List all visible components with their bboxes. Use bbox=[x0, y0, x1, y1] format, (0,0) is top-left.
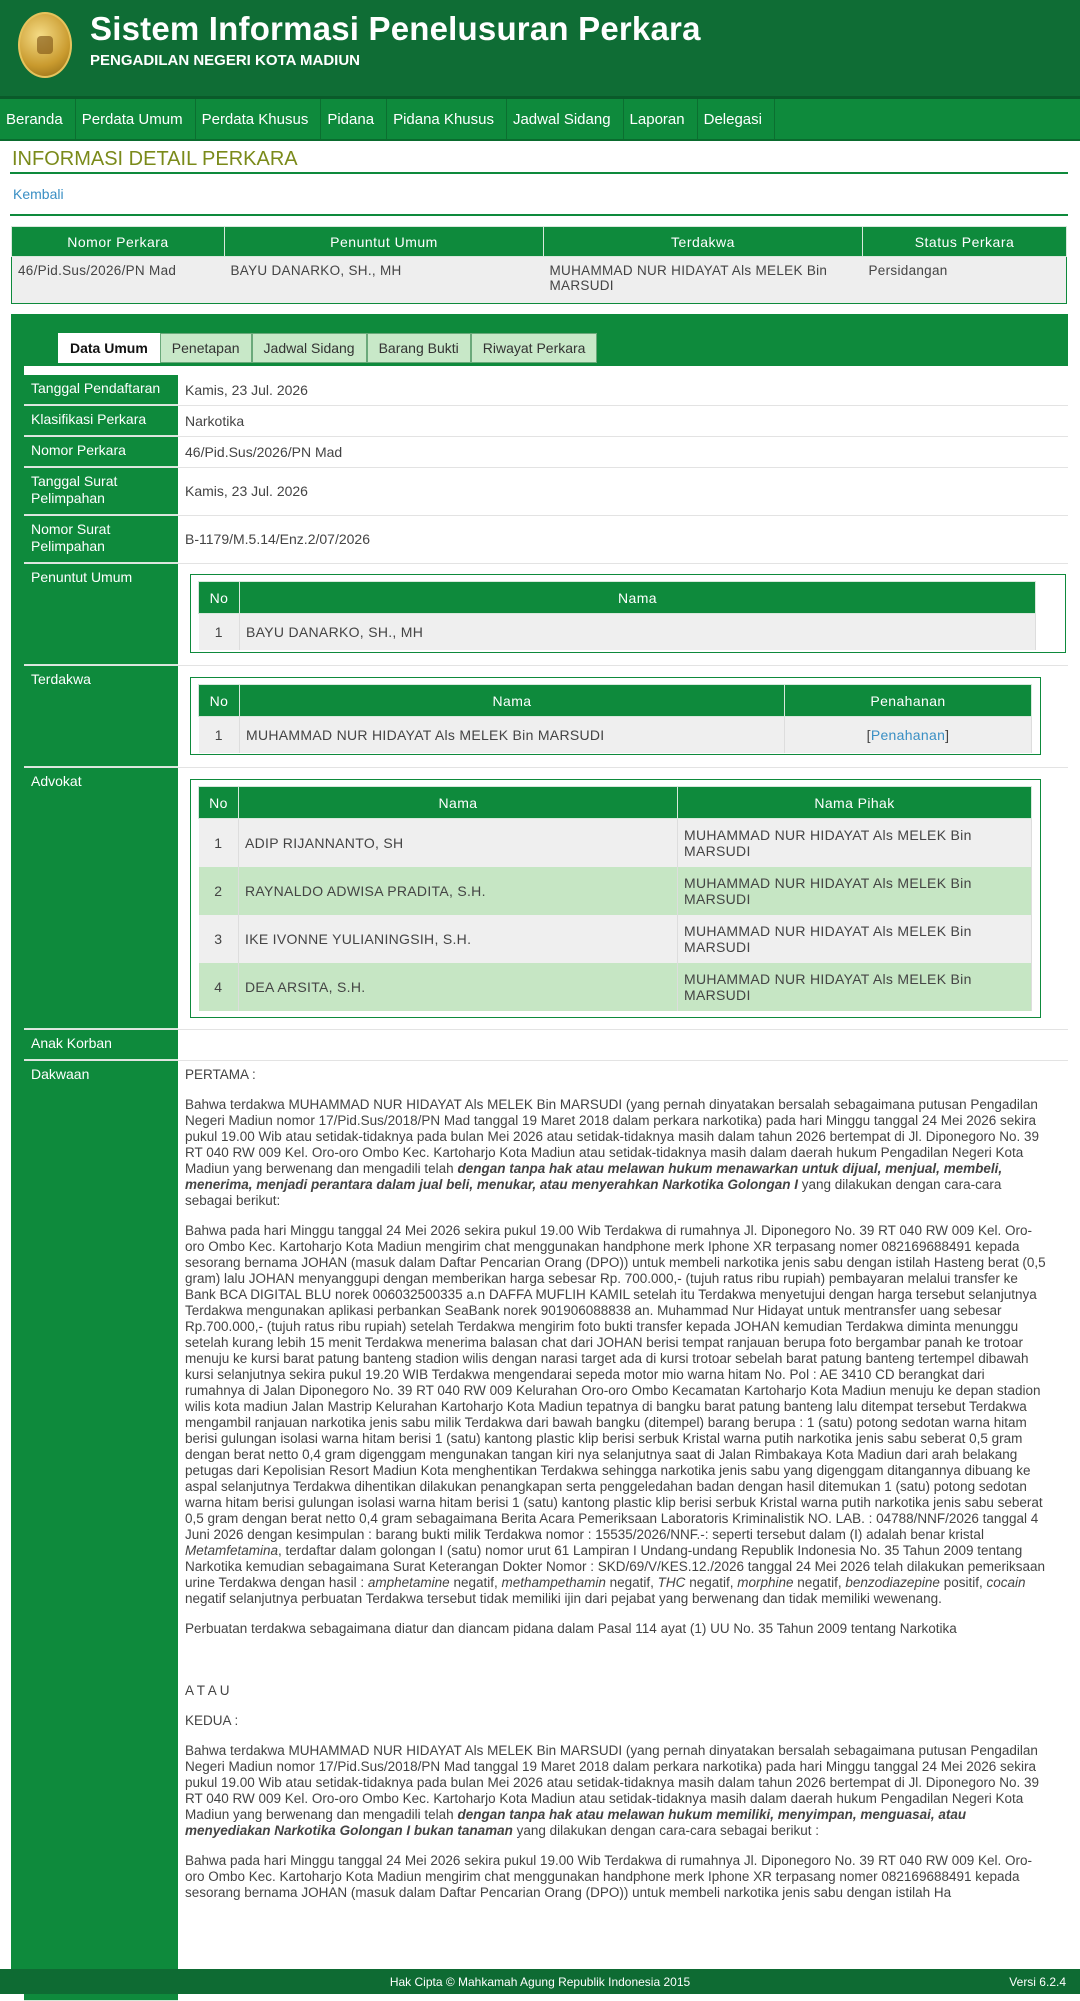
nav-beranda[interactable]: Beranda bbox=[0, 99, 76, 139]
tab-jadwal-sidang[interactable]: Jadwal Sidang bbox=[252, 333, 367, 363]
court-emblem-icon bbox=[18, 12, 72, 78]
dakwaan-heading: A T A U bbox=[185, 1683, 230, 1698]
col-header: Nama bbox=[240, 685, 785, 717]
field-row bbox=[24, 516, 1068, 564]
table-row bbox=[199, 717, 1032, 754]
cell-pihak: MUHAMMAD NUR HIDAYAT Als MELEK Bin MARSUDI bbox=[678, 867, 1032, 915]
field-value: Kamis, 23 Jul. 2026 bbox=[185, 483, 308, 499]
field-value: Narkotika bbox=[185, 413, 245, 429]
tab-data-umum[interactable]: Data Umum bbox=[58, 333, 160, 363]
site-title: Sistem Informasi Penelusuran Perkara bbox=[90, 10, 701, 47]
divider bbox=[10, 214, 1068, 216]
terdakwa-table bbox=[198, 684, 1032, 753]
nav-perdata-umum[interactable]: Perdata Umum bbox=[76, 99, 196, 139]
cell-penahanan: [Penahanan] bbox=[785, 717, 1032, 754]
data-umum-content bbox=[24, 366, 1068, 1994]
field-label: Dakwaan bbox=[24, 1061, 178, 2001]
field-label: Tanggal Pendaftaran bbox=[24, 375, 178, 405]
col-header: Nama bbox=[240, 582, 1036, 614]
table-row bbox=[199, 614, 1036, 651]
field-label: Advokat bbox=[24, 768, 178, 1029]
summary-header: Nomor Perkara bbox=[12, 227, 225, 257]
cell-pihak: MUHAMMAD NUR HIDAYAT Als MELEK Bin MARSUDI bbox=[678, 963, 1032, 1011]
dakwaan-paragraph: Bahwa pada hari Minggu tanggal 24 Mei 2026 sekira pukul 19.00 Wib Terdakwa di rumahnya Jl. Diponegoro No. 39 RT 040 RW 009 Kel. Oro-oro Ombo Kec. Kartoharjo Kota Madiun mengirim chat menggunakan handphone merk Iphone XR terpasang nomer 082169688491 kepada sesorang bernama JOHAN (masuk dalam Daftar Pencarian Orang (DPO)) untuk membeli narkotika jenis sabu dengan istilah Ha bbox=[185, 1853, 1032, 1900]
nav-delegasi[interactable]: Delegasi bbox=[698, 99, 775, 139]
table-row bbox=[199, 867, 1032, 915]
field-label: Klasifikasi Perkara bbox=[24, 406, 178, 436]
col-header: Nama Pihak bbox=[678, 787, 1032, 819]
table-row bbox=[199, 963, 1032, 1011]
nav-perdata-khusus[interactable]: Perdata Khusus bbox=[196, 99, 322, 139]
cell-no: 2 bbox=[199, 867, 239, 915]
col-header: No bbox=[199, 787, 239, 819]
field-row-terdakwa bbox=[24, 666, 1068, 768]
dakwaan-text bbox=[185, 1067, 1047, 1915]
col-header: No bbox=[199, 582, 240, 614]
field-row bbox=[24, 468, 1068, 516]
cell-pihak: MUHAMMAD NUR HIDAYAT Als MELEK Bin MARSUDI bbox=[678, 819, 1032, 868]
penuntut-box bbox=[190, 574, 1066, 653]
site-footer bbox=[0, 1969, 1080, 1994]
summary-terdakwa: MUHAMMAD NUR HIDAYAT Als MELEK Bin MARSUDI bbox=[544, 257, 863, 304]
summary-header: Status Perkara bbox=[863, 227, 1067, 257]
col-header: Nama bbox=[239, 787, 678, 819]
dakwaan-paragraph: Bahwa terdakwa MUHAMMAD NUR HIDAYAT Als MELEK Bin MARSUDI (yang pernah dinyatakan bersalah sebagaimana putusan Pengadilan Negeri Madiun nomor 17/Pid.Sus/2018/PN Mad tanggal 19 Maret 2018 dalam perkara narkotika) pada hari Minggu tanggal 24 Mei 2026 sekira pukul 19.00 Wib atau setidak-tidaknya pada bulan Mei 2026 atau setidak-tidaknya masih dalam tahun 2026 bertempat di Jl. Diponegoro No. 39 RT 040 RW 009 Kel. Oro-oro Ombo Kec. Kartoharjo Kota Madiun atau setidak-tidaknya masih dalam daerah hukum Pengadilan Negeri Kota Madiun yang berwenang dan mengadili telah dengan tanpa hak atau melawan hukum menawarkan untuk dijual, menjual, membeli, menerima, menjadi perantara dalam jual beli, menukar, atau menyerahkan Narkotika Golongan I yang dilakukan dengan cara-cara sebagai berikut: bbox=[185, 1097, 1040, 1208]
cell-nama: BAYU DANARKO, SH., MH bbox=[240, 614, 1036, 651]
cell-nama: IKE IVONNE YULIANINGSIH, S.H. bbox=[239, 915, 678, 963]
summary-header: Penuntut Umum bbox=[225, 227, 544, 257]
page-title: INFORMASI DETAIL PERKARA bbox=[12, 148, 298, 170]
col-header: Penahanan bbox=[785, 685, 1032, 717]
cell-no: 4 bbox=[199, 963, 239, 1011]
field-label: Nomor Surat Pelimpahan bbox=[24, 516, 178, 563]
field-value: B-1179/M.5.14/Enz.2/07/2026 bbox=[185, 531, 370, 547]
field-row bbox=[24, 375, 1068, 406]
case-summary-table bbox=[11, 226, 1067, 304]
summary-penuntut: BAYU DANARKO, SH., MH bbox=[225, 257, 544, 304]
cell-pihak: MUHAMMAD NUR HIDAYAT Als MELEK Bin MARSUDI bbox=[678, 915, 1032, 963]
field-label: Anak Korban bbox=[24, 1030, 178, 1060]
penuntut-table bbox=[198, 581, 1036, 650]
dakwaan-paragraph: Bahwa terdakwa MUHAMMAD NUR HIDAYAT Als MELEK Bin MARSUDI (yang pernah dinyatakan bersalah sebagaimana putusan Pengadilan Negeri Madiun nomor 17/Pid.Sus/2018/PN Mad tanggal 19 Maret 2018 dalam perkara narkotika) pada hari Minggu tanggal 24 Mei 2026 sekira pukul 19.00 Wib atau setidak-tidaknya pada bulan Mei 2026 atau setidak-tidaknya masih dalam tahun 2026 bertempat di Jl. Diponegoro No. 39 RT 040 RW 009 Kel. Oro-oro Ombo Kec. Kartoharjo Kota Madiun atau setidak-tidaknya masih dalam daerah hukum Pengadilan Negeri Kota Madiun yang berwenang dan mengadili telah dengan tanpa hak atau melawan hukum memiliki, menyimpan, menguasai, atau menyediakan Narkotika Golongan I bukan tanaman yang dilakukan dengan cara-cara sebagai berikut : bbox=[185, 1743, 1040, 1838]
field-row-advokat bbox=[24, 768, 1068, 1030]
field-row bbox=[24, 437, 1068, 468]
field-label: Penuntut Umum bbox=[24, 564, 178, 665]
cell-no: 3 bbox=[199, 915, 239, 963]
advokat-box bbox=[190, 779, 1041, 1018]
penahanan-link[interactable]: Penahanan bbox=[870, 727, 946, 743]
table-row bbox=[199, 915, 1032, 963]
field-label: Tanggal Surat Pelimpahan bbox=[24, 468, 178, 515]
cell-nama: DEA ARSITA, S.H. bbox=[239, 963, 678, 1011]
cell-nama: RAYNALDO ADWISA PRADITA, S.H. bbox=[239, 867, 678, 915]
field-row bbox=[24, 1030, 1068, 1061]
field-value: Kamis, 23 Jul. 2026 bbox=[185, 382, 308, 398]
table-row bbox=[199, 819, 1032, 868]
dakwaan-heading: KEDUA : bbox=[185, 1713, 239, 1728]
tab-barang-bukti[interactable]: Barang Bukti bbox=[367, 333, 471, 363]
site-subtitle: PENGADILAN NEGERI KOTA MADIUN bbox=[90, 52, 360, 69]
field-row-penuntut bbox=[24, 564, 1068, 666]
cell-no: 1 bbox=[199, 614, 240, 651]
dakwaan-heading: PERTAMA : bbox=[185, 1067, 256, 1082]
cell-nama: ADIP RIJANNANTO, SH bbox=[239, 819, 678, 868]
site-header bbox=[0, 0, 1080, 99]
cell-no: 1 bbox=[199, 819, 239, 868]
main-nav bbox=[0, 99, 1080, 141]
tab-riwayat-perkara[interactable]: Riwayat Perkara bbox=[471, 333, 598, 363]
version-text: Versi 6.2.4 bbox=[1009, 1975, 1066, 1989]
advokat-table bbox=[198, 786, 1032, 1011]
summary-status: Persidangan bbox=[863, 257, 1067, 304]
divider bbox=[10, 172, 1068, 174]
field-label: Nomor Perkara bbox=[24, 437, 178, 467]
summary-nomor: 46/Pid.Sus/2026/PN Mad bbox=[12, 257, 225, 304]
cell-no: 1 bbox=[199, 717, 240, 754]
dakwaan-paragraph: Perbuatan terdakwa sebagaimana diatur dan diancam pidana dalam Pasal 114 ayat (1) UU No. 35 Tahun 2009 tentang Narkotika bbox=[185, 1621, 957, 1636]
summary-header: Terdakwa bbox=[544, 227, 863, 257]
cell-nama: MUHAMMAD NUR HIDAYAT Als MELEK Bin MARSUDI bbox=[240, 717, 785, 754]
field-row bbox=[24, 406, 1068, 437]
field-value: 46/Pid.Sus/2026/PN Mad bbox=[185, 444, 343, 460]
nav-pidana[interactable]: Pidana bbox=[321, 99, 387, 139]
nav-laporan[interactable]: Laporan bbox=[624, 99, 698, 139]
nav-jadwal-sidang[interactable]: Jadwal Sidang bbox=[507, 99, 624, 139]
detail-tabs bbox=[58, 333, 597, 363]
col-header: No bbox=[199, 685, 240, 717]
copyright-text: Hak Cipta © Mahkamah Agung Republik Indonesia 2015 bbox=[389, 1975, 691, 1989]
field-row-dakwaan bbox=[24, 1061, 1068, 2001]
terdakwa-box bbox=[190, 677, 1041, 755]
field-label: Terdakwa bbox=[24, 666, 178, 767]
back-link[interactable]: Kembali bbox=[13, 186, 64, 202]
tab-penetapan[interactable]: Penetapan bbox=[160, 333, 252, 363]
nav-pidana-khusus[interactable]: Pidana Khusus bbox=[387, 99, 507, 139]
dakwaan-paragraph: Bahwa pada hari Minggu tanggal 24 Mei 2026 sekira pukul 19.00 Wib Terdakwa di rumahnya Jl. Diponegoro No. 39 RT 040 RW 009 Kel. Oro-oro Ombo Kec. Kartoharjo Kota Madiun mengirim chat menggunakan handphone merk Iphone XR terpasang nomer 082169688491 kepada sesorang bernama JOHAN (masuk dalam Daftar Pencarian Orang (DPO)) untuk membeli narkotika jenis sabu dengan istilah Hasteng berat (0,5 gram) lalu JOHAN menyanggupi dengan memberikan harga sebesar Rp. 700.000,- (tujuh ratus ribu rupiah) pembayaran melalui transfer ke Bank BCA DIGITAL BLU norek 006032500335 a.n DAFFA MUFLIH KAMIL setelah itu Terdakwa menyetujui dengan harga tersebut selanjutnya Terdakwa mengunakan aplikasi perbankan SeaBank norek 901906088838 an. Muhammad Nur Hidayat untuk mentransfer uang sebesar Rp.700.000,- (tujuh ratus ribu rupiah) setelah Terdakwa mengirim foto bukti transfer kepada JOHAN kemudian Terdakwa diminta menunggu setelah kurang lebih 15 menit Terdakwa menerima balasan chat dari JOHAN berisi tempat ranjauan berupa foto bergambar panah ke trotoar menuju ke kursi barat patung banteng stadion wilis dengan narasi target ada di kursi trotoar sebelah barat patung banteng tertempel dibawah kursi selanjutnya sekira pukul 19.20 WIB Terdakwa mengendarai sepeda motor mio warna hitam No. Pol : AE 3410 CD berangkat dari rumahnya di Jalan Diponegoro No. 39 RT 040 RW 009 Kelurahan Oro-oro Ombo Kecamatan Kartoharjo Kota Madiun menuju ke depan stadion wilis kota madiun Jalan Mastrip Kelurahan Kartoharjo Kota Madiun tepatnya di bangku barat patung banteng lalu ditempat tersebut Terdakwa mengambil ranjauan narkotika jenis sabu milik Terdakwa dari bawah bangku (ditempel) barang berupa : 1 (satu) potong sedotan warna hitam berisi gulungan isolasi warna hitam berisi 1 (satu) kantong plastic klip berisi serbuk Kristal warna putih narkotika jenis sabu seberat 0,5 gram dengan berat netto 0,4 gram digenggam mengunakan tangan kiri nya selanjutnya saat di Jalan Rimbakaya Kota Madiun dari arah belakang petugas dari Kepolisian Resort Madiun Kota menghentikan Terdakwa sehingga narkotika jenis sabu yang digenggam ditangannya dibuang ke aspal selanjutnya Terdakwa dihentikan dilakukan penangkapan serta penggeledahan badan dengan hasil ditemukan 1 (satu) potong sedotan warna hitam berisi gulungan isolasi warna hitam berisi 1 (satu) kantong plastic klip berisi serbuk Kristal warna putih narkotika jenis sabu seberat 0,5 gram dengan berat netto 0,4 gram sebagaimana Berita Acara Pemeriksaan Laboratoris Kriminalistik NO. LAB. : 04788/NNF/2026 tanggal 4 Juni 2026 dengan kesimpulan : barang bukti milik Terdakwa nomor : 15535/2026/NNF.-: seperti tersebut dalam (I) adalah benar kristal Metamfetamina, terdaftar dalam golongan I (satu) nomor urut 61 Lampiran I Undang-undang Republik Indonesia No. 35 Tahun 2009 tentang Narkotika kemudian sebagaimana Surat Keterangan Dokter Nomor : SKD/69/V/KES.12./2026 tanggal 24 Mei 2026 telah dilakukan pemeriksaan urine Terdakwa dengan hasil : amphetamine negatif, methampethamin negatif, THC negatif, morphine negatif, benzodiazepine positif, cocain negatif selanjutnya perbuatan Terdakwa tersebut tidak memiliki ijin dari pejabat yang berwenang dan tidak memiliki wewenang. bbox=[185, 1223, 1046, 1606]
